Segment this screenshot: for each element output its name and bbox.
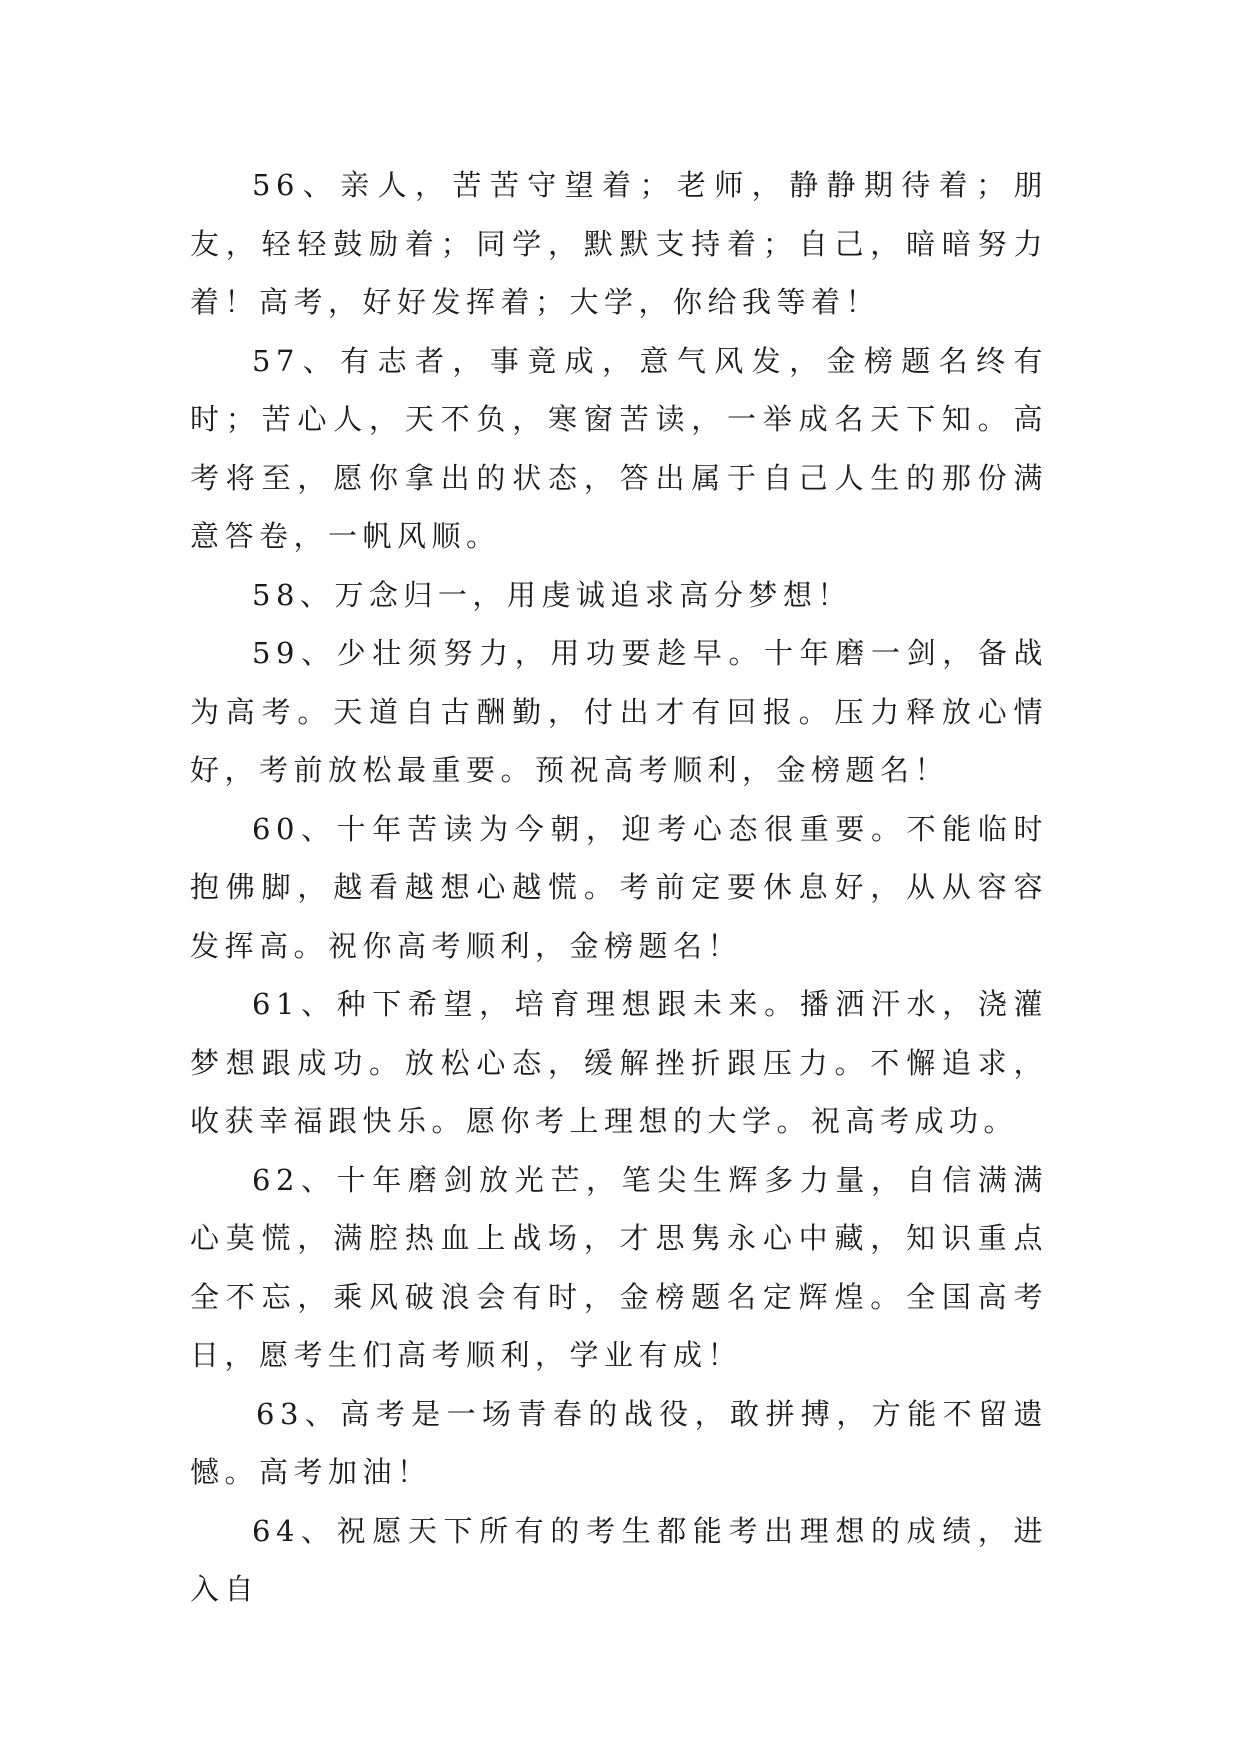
paragraph-56: 56、亲人，苦苦守望着；老师，静静期待着；朋友，轻轻鼓励着；同学，默默支持着；自己，暗暗努力着！高考，好好发挥着；大学，你给我等着！ — [190, 168, 1048, 319]
paragraph-63: 63、高考是一场青春的战役，敢拼搏，方能不留遗憾。高考加油！ — [190, 1396, 1048, 1489]
paragraph-62: 62、十年磨剑放光芒，笔尖生辉多力量，自信满满心莫慌，满腔热血上战场，才思隽永心中藏，知识重点全不忘，乘风破浪会有时，金榜题名定辉煌。全国高考日，愿考生们高考顺利，学业有成！ — [190, 1162, 1048, 1372]
paragraph-57: 57、有志者，事竟成，意气风发，金榜题名终有时；苦心人，天不负，寒窗苦读，一举成名天下知。高考将至，愿你拿出的状态，答出属于自己人生的那份满意答卷，一帆风顺。 — [190, 343, 1048, 553]
paragraph-58: 58、万念归一，用虔诚追求高分梦想！ — [252, 577, 852, 612]
paragraph-61: 61、种下希望，培育理想跟未来。播洒汗水，浇灌梦想跟成功。放松心态，缓解挫折跟压力。不懈追求，收获幸福跟快乐。愿你考上理想的大学。祝高考成功。 — [190, 987, 1048, 1138]
document-body — [190, 156, 1048, 1619]
paragraph-60: 60、十年苦读为今朝，迎考心态很重要。不能临时抱佛脚，越看越想心越慌。考前定要休息好，从从容容发挥高。祝你高考顺利，金榜题名！ — [190, 811, 1048, 963]
paragraph-64: 64、祝愿天下所有的考生都能考出理想的成绩，进入自 — [190, 1513, 1048, 1606]
paragraph-59: 59、少壮须努力，用功要趁早。十年磨一剑，备战为高考。天道自古酬勤，付出才有回报。压力释放心情好，考前放松最重要。预祝高考顺利，金榜题名！ — [190, 636, 1048, 787]
